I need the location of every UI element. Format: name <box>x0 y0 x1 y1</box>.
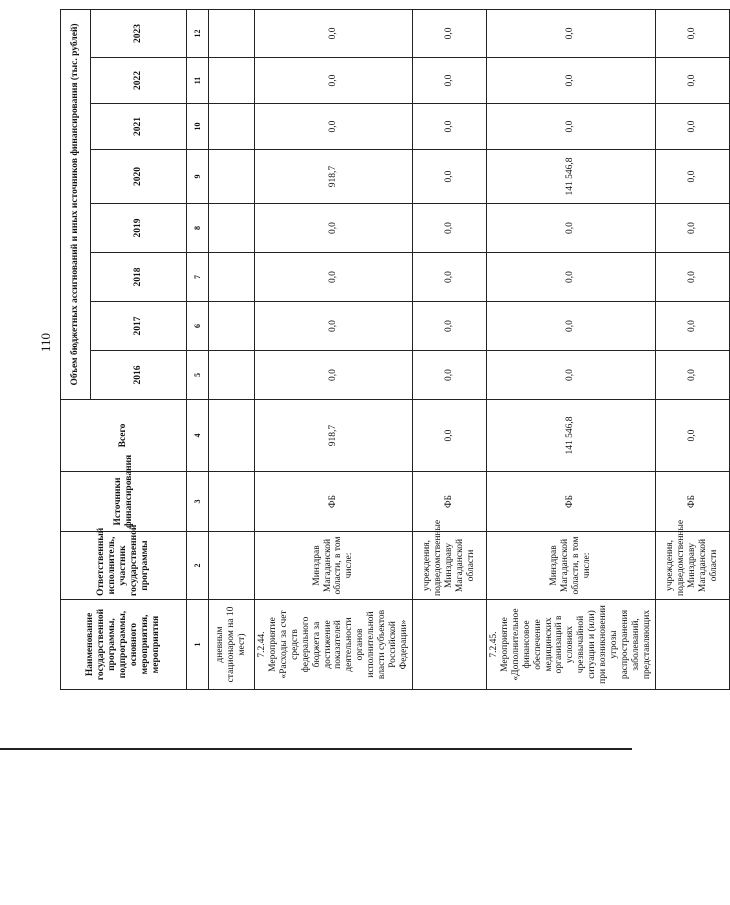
row-value: 0,0 <box>412 104 486 150</box>
row-name <box>412 600 486 690</box>
page-number: 110 <box>38 332 53 352</box>
row-name: 7.2.45. Мероприятие «Дополнительное финансовое обеспечение медицинских организаций в условиях чрезвычайной ситуации и (или) при возникновении угрозы распространения заболеваний, представляющих <box>486 600 655 690</box>
header-group: Объем бюджетных ассигнований и иных источников финансирования (тыс. рублей) <box>61 9 91 399</box>
table-row <box>486 9 655 689</box>
row-value <box>209 150 255 204</box>
row-source <box>209 472 255 532</box>
bottom-rule <box>0 748 632 750</box>
table-row <box>255 9 413 689</box>
column-number: 7 <box>187 253 209 302</box>
row-name: 7.2.44. Мероприятие «Расходы за счет средств федерального бюджета за достижение показателей деятельности органов исполнительной власти субъектов Российской Федерации» <box>255 600 413 690</box>
row-value <box>209 351 255 400</box>
row-total <box>209 400 255 472</box>
rotated-table-container <box>60 10 719 690</box>
row-name: дневным стационаром на 10 мест) <box>209 600 255 690</box>
row-value <box>209 253 255 302</box>
row-value: 0,0 <box>486 204 655 253</box>
row-value: 0,0 <box>486 302 655 351</box>
row-value: 0,0 <box>255 58 413 104</box>
header-name: Наименование государственной программы, подпрограммы, основного мероприятия, мероприятия <box>61 600 187 690</box>
row-value: 0,0 <box>412 9 486 57</box>
funding-table <box>60 9 730 690</box>
row-total: 0,0 <box>655 400 729 472</box>
row-value: 0,0 <box>412 150 486 204</box>
row-value: 0,0 <box>655 150 729 204</box>
column-number: 9 <box>187 150 209 204</box>
header-source: Источники финансирования <box>61 472 187 532</box>
column-number: 8 <box>187 204 209 253</box>
header-year-2020: 2020 <box>91 150 187 204</box>
header-year-2018: 2018 <box>91 253 187 302</box>
row-source: ФБ <box>655 472 729 532</box>
header-year-2021: 2021 <box>91 104 187 150</box>
row-total: 141 546,8 <box>486 400 655 472</box>
row-total: 0,0 <box>412 400 486 472</box>
row-value: 0,0 <box>655 351 729 400</box>
row-value <box>209 58 255 104</box>
row-name <box>655 600 729 690</box>
row-total: 918,7 <box>255 400 413 472</box>
row-value: 0,0 <box>412 204 486 253</box>
table-row <box>655 9 729 689</box>
header-year-2016: 2016 <box>91 351 187 400</box>
column-number: 3 <box>187 472 209 532</box>
row-value: 0,0 <box>655 253 729 302</box>
header-year-2017: 2017 <box>91 302 187 351</box>
column-number: 5 <box>187 351 209 400</box>
column-number: 11 <box>187 58 209 104</box>
row-value: 0,0 <box>655 104 729 150</box>
row-value: 0,0 <box>412 351 486 400</box>
table-row <box>209 9 255 689</box>
row-executor <box>209 532 255 600</box>
header-total: Всего <box>61 400 187 472</box>
row-value: 0,0 <box>655 58 729 104</box>
column-number: 6 <box>187 302 209 351</box>
row-value: 0,0 <box>255 253 413 302</box>
column-number: 4 <box>187 400 209 472</box>
column-number: 1 <box>187 600 209 690</box>
row-source: ФБ <box>486 472 655 532</box>
header-executor: Ответственный исполнитель, участник государственной программы <box>61 532 187 600</box>
row-source: ФБ <box>412 472 486 532</box>
row-value: 0,0 <box>412 302 486 351</box>
row-executor: Минздрав Магаданской области, в том числе: <box>486 532 655 600</box>
column-number: 2 <box>187 532 209 600</box>
row-value: 0,0 <box>412 253 486 302</box>
row-value: 0,0 <box>486 58 655 104</box>
column-number: 10 <box>187 104 209 150</box>
row-value <box>209 104 255 150</box>
row-value: 0,0 <box>255 104 413 150</box>
column-number: 12 <box>187 9 209 57</box>
table-row <box>412 9 486 689</box>
row-value <box>209 302 255 351</box>
row-value <box>209 204 255 253</box>
row-value: 0,0 <box>486 104 655 150</box>
header-year-2023: 2023 <box>91 9 187 57</box>
header-year-2019: 2019 <box>91 204 187 253</box>
header-year-2022: 2022 <box>91 58 187 104</box>
row-value: 0,0 <box>486 351 655 400</box>
row-value: 0,0 <box>655 9 729 57</box>
row-value: 0,0 <box>255 302 413 351</box>
row-value: 918,7 <box>255 150 413 204</box>
row-executor: учреждения, подведомственные Минздраву Магаданской области <box>412 532 486 600</box>
row-value: 0,0 <box>255 351 413 400</box>
row-value: 0,0 <box>655 302 729 351</box>
row-value <box>209 9 255 57</box>
row-source: ФБ <box>255 472 413 532</box>
row-value: 0,0 <box>255 9 413 57</box>
row-value: 0,0 <box>486 9 655 57</box>
row-executor: Минздрав Магаданской области, в том числе: <box>255 532 413 600</box>
row-value: 0,0 <box>412 58 486 104</box>
row-value: 0,0 <box>255 204 413 253</box>
row-executor: учреждения, подведомственные Минздраву Магаданской области <box>655 532 729 600</box>
row-value: 0,0 <box>486 253 655 302</box>
row-value: 141 546,8 <box>486 150 655 204</box>
row-value: 0,0 <box>655 204 729 253</box>
